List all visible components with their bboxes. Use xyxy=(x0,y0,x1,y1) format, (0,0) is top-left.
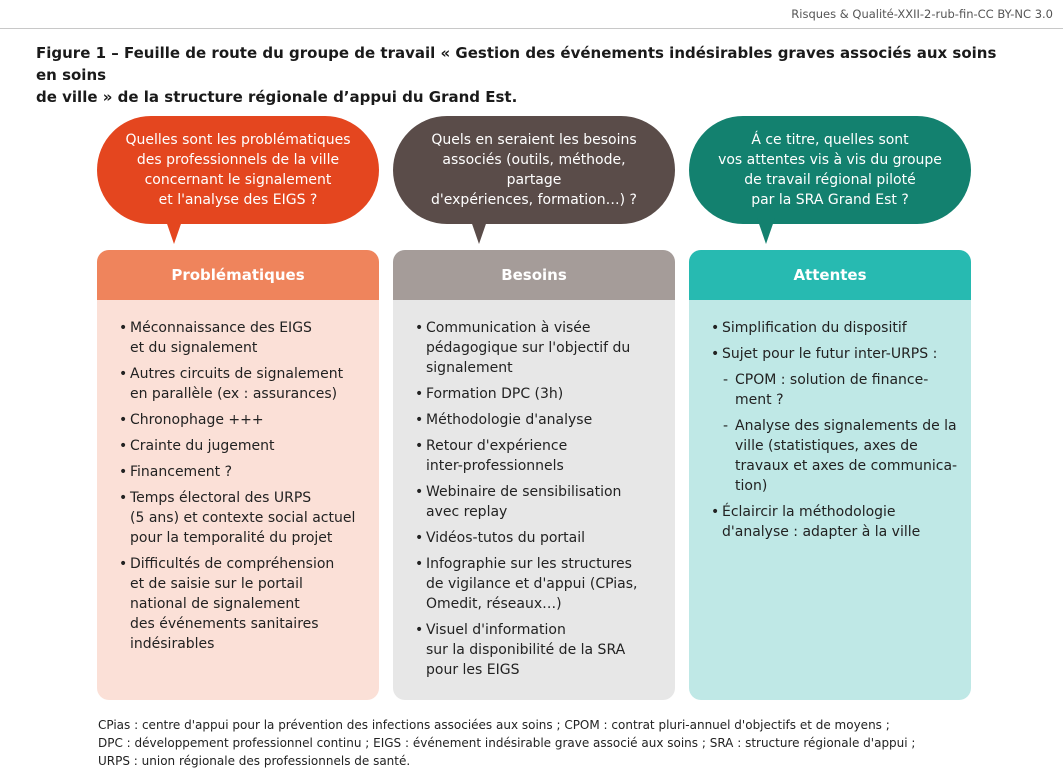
figure-title-line-1: Figure 1 – Feuille de route du groupe de travail « Gestion des événements indésirables graves associés aux soins en soins xyxy=(36,44,997,84)
column-problematiques xyxy=(97,250,379,700)
list-item: • Temps électoral des URPS (5 ans) et contexte social actuel pour la temporalité du projet xyxy=(130,488,367,548)
list-item: • Chronophage +++ xyxy=(130,410,367,430)
list-item: • Éclaircir la méthodologie d'analyse : adapter à la ville xyxy=(722,502,959,542)
list-item: • Webinaire de sensibilisation avec replay xyxy=(426,482,663,522)
figure-title-line-2: de ville » de la structure régionale d’appui du Grand Est. xyxy=(36,88,518,106)
sub-list-item: - Analyse des signalements de la ville (statistiques, axes de travaux et axes de communica- tion) xyxy=(735,416,959,496)
column-header-problematiques: Problématiques xyxy=(97,250,379,300)
footnote xyxy=(98,716,998,770)
source-credit: Risques & Qualité-XXII-2-rub-fin-CC BY-NC 3.0 xyxy=(791,7,1053,21)
column-besoins xyxy=(393,250,675,700)
list-item: • Autres circuits de signalement en parallèle (ex : assurances) xyxy=(130,364,367,404)
list-besoins xyxy=(393,300,675,680)
list-item: • Infographie sur les structures de vigilance et d'appui (CPias, Omedit, réseaux…) xyxy=(426,554,663,614)
bubble-tail-besoins xyxy=(470,218,488,244)
list-item: • Méthodologie d'analyse xyxy=(426,410,663,430)
figure-title xyxy=(36,42,1016,108)
list-item: • Formation DPC (3h) xyxy=(426,384,663,404)
footnote-line-3: URPS : union régionale des professionnels de santé. xyxy=(98,754,411,768)
question-bubble-attentes: Á ce titre, quelles sont vos attentes vis à vis du groupe de travail régional piloté par la SRA Grand Est ? xyxy=(689,116,971,224)
footnote-line-1: CPias : centre d'appui pour la prévention des infections associées aux soins ; CPOM : contrat pluri-annuel d'objectifs et de moyens ; xyxy=(98,718,890,732)
list-item: • Communication à visée pédagogique sur l'objectif du signalement xyxy=(426,318,663,378)
column-header-attentes: Attentes xyxy=(689,250,971,300)
list-attentes xyxy=(689,300,971,542)
question-bubble-besoins: Quels en seraient les besoins associés (outils, méthode, partage d'expériences, formation…) ? xyxy=(393,116,675,224)
list-item: • Difficultés de compréhension et de saisie sur le portail national de signalement des événements sanitaires indésirables xyxy=(130,554,367,654)
bubble-tail-problematiques xyxy=(165,218,183,244)
sub-list-item: - CPOM : solution de finance- ment ? xyxy=(735,370,959,410)
question-bubble-problematiques: Quelles sont les problématiques des professionnels de la ville concernant le signalement et l'analyse des EIGS ? xyxy=(97,116,379,224)
list-item: • Sujet pour le futur inter-URPS : xyxy=(722,344,959,364)
column-attentes xyxy=(689,250,971,700)
list-item: • Simplification du dispositif xyxy=(722,318,959,338)
list-item: • Financement ? xyxy=(130,462,367,482)
bubble-tail-attentes xyxy=(757,218,775,244)
list-item: • Retour d'expérience inter-professionnels xyxy=(426,436,663,476)
list-item: • Crainte du jugement xyxy=(130,436,367,456)
list-item: • Vidéos-tutos du portail xyxy=(426,528,663,548)
list-problematiques xyxy=(97,300,379,654)
column-header-besoins: Besoins xyxy=(393,250,675,300)
list-item: • Visuel d'information sur la disponibilité de la SRA pour les EIGS xyxy=(426,620,663,680)
footnote-line-2: DPC : développement professionnel continu ; EIGS : événement indésirable grave associé aux soins ; SRA : structure régionale d'appui ; xyxy=(98,736,916,750)
list-item: • Méconnaissance des EIGS et du signalement xyxy=(130,318,367,358)
